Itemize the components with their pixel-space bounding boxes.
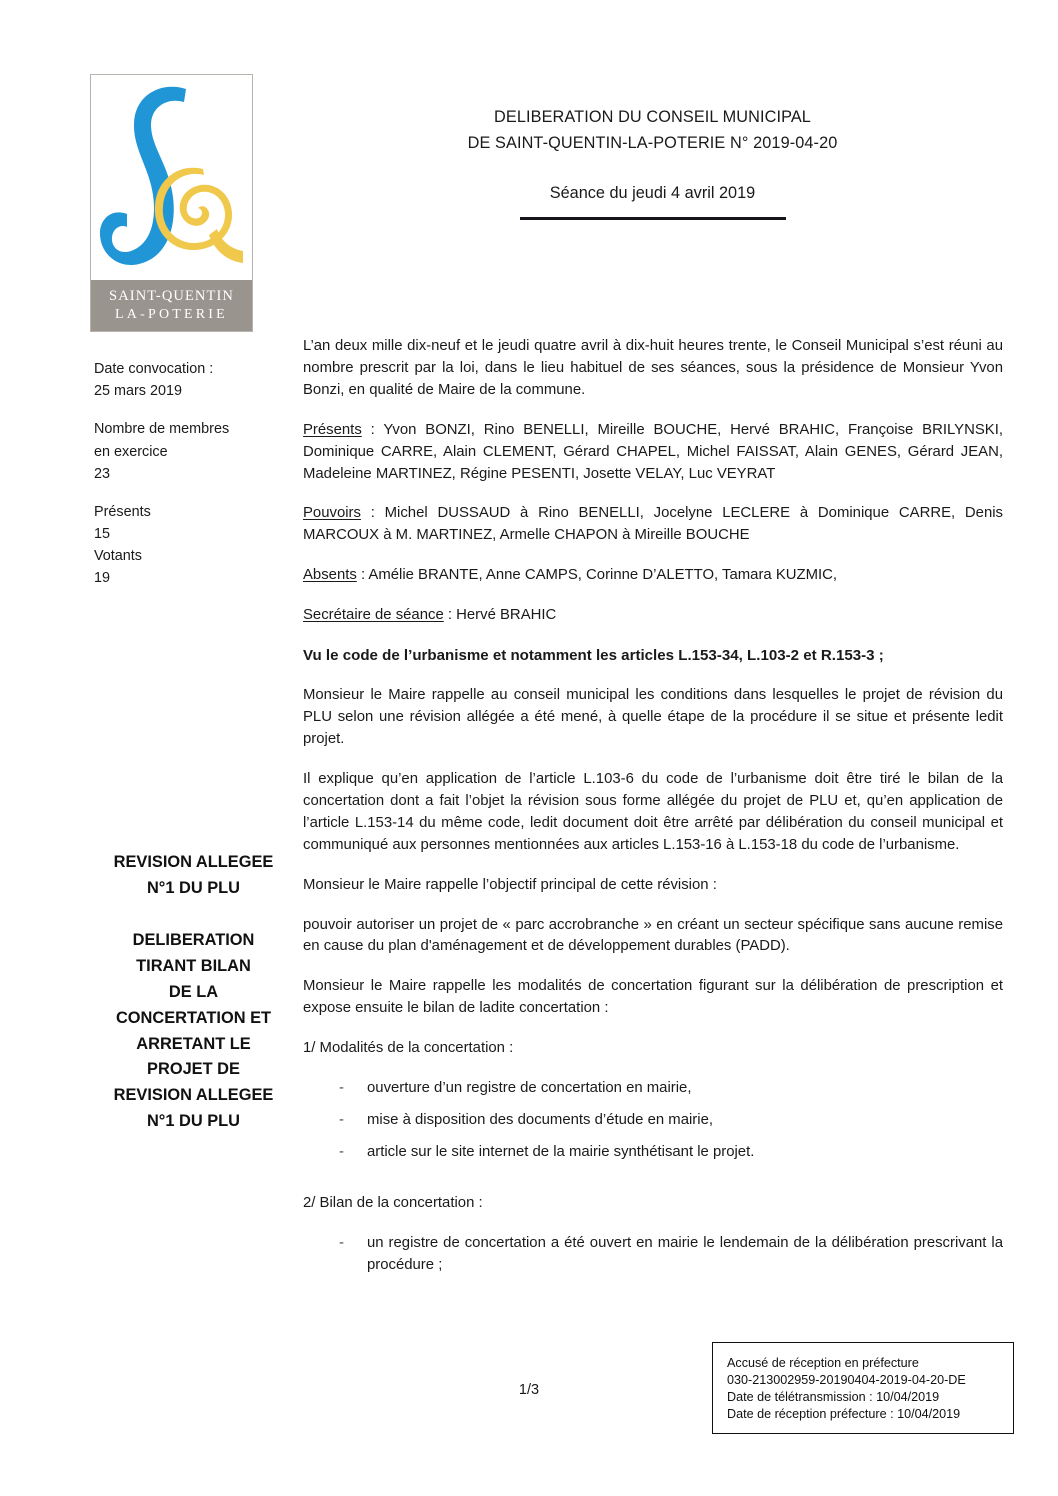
para-pouvoirs [303, 503, 1003, 547]
para-rappelle-conditions: Monsieur le Maire rappelle au conseil municipal les conditions dans lesquelles le projet de révision du PLU selon une révision allégée a été mené, à quelle étape de la procédure il se situe et présente ledit projet. [303, 687, 1003, 748]
secretaire-label: Secrétaire de séance [303, 607, 444, 624]
dash-bullet-icon: - [339, 1143, 344, 1160]
subject-b2-line8: N°1 DU PLU [146, 1112, 241, 1131]
list-item-text: ouverture d’un registre de concertation en mairie, [367, 1080, 692, 1097]
pouvoirs-text: : Michel DUSSAUD à Rino BENELLI, Jocelyne LECLERE à Dominique CARRE, Denis MARCOUX à M. MARTINEZ, Armelle CHAPON à Mireille BOUCHE [303, 505, 1003, 544]
subject-b2-line2: TIRANT BILAN [136, 956, 251, 975]
meta-convocation [94, 358, 299, 402]
section-2-list [303, 1233, 1003, 1277]
list-item [303, 1110, 1003, 1132]
list-item [303, 1233, 1003, 1277]
stamp-line-1: Accusé de réception en préfecture [727, 1356, 919, 1370]
para-explique-article: Il explique qu’en application de l’article L.103-6 du code de l’urbanisme doit être tiré le bilan de la concertation dont a fait l’objet la révision sous forme allégée du projet de PLU et, qu’en application de l’article L.153-14 du même code, ledit document doit être arrêté par délibération du conseil municipal et communiqué aux personnes mentionnées aux articles L.153-16 à L.153-18 du code de l’urbanisme. [303, 770, 1003, 853]
header-divider [520, 217, 786, 220]
subject-b2-line7: REVISION ALLEGEE [113, 1086, 274, 1105]
prefecture-receipt-stamp [712, 1342, 1014, 1434]
meta-members-label-2: en exercice [94, 443, 168, 460]
subject-b2-line4: CONCERTATION ET [115, 1008, 272, 1027]
page-number: 1/3 [518, 1382, 540, 1398]
stamp-line-4: Date de réception préfecture : 10/04/2019 [727, 1406, 961, 1421]
logo-yellow-q-tail [209, 229, 243, 263]
subject-b2-line6: PROJET DE [147, 1060, 240, 1079]
meta-convocation-date: 25 mars 2019 [94, 383, 182, 400]
section-1-list [303, 1078, 1003, 1163]
presents-text: : Yvon BONZI, Rino BENELLI, Mireille BOUCHE, Hervé BRAHIC, Françoise BRILYNSKI, Dominique CARRE, Alain CLEMENT, Gérard CHAPEL, Michel FAISSAT, Alain GENES, Gérard JEAN, Madeleine MARTINEZ, Régine PESENTI, Josette VELAY, Luc VEYRAT [303, 421, 1003, 482]
para-secretaire [303, 605, 1003, 627]
presents-label: Présents [303, 421, 362, 438]
meta-votants-count: 19 [94, 570, 111, 587]
stamp-line-2: 030-213002959-20190404-2019-04-20-DE [727, 1372, 966, 1387]
section-2-title: 2/ Bilan de la concertation : [303, 1195, 483, 1212]
meta-convocation-label: Date convocation : [94, 361, 214, 377]
deliberation-subject-sidebar [86, 850, 301, 1135]
header-title-line2: DE SAINT-QUENTIN-LA-POTERIE N° 2019-04-20 [467, 134, 838, 153]
logo-artwork [91, 75, 252, 280]
meta-presents-label: Présents [94, 503, 151, 520]
para-opening: L’an deux mille dix-neuf et le jeudi quatre avril à dix-huit heures trente, le Conseil Municipal s’est réuni au nombre prescrit par la loi, dans le lieu habituel de ses séances, sous la présidence de Monsieur Yvon Bonzi, en qualité de Maire de la commune. [303, 338, 1003, 398]
heading-vu-code-urbanisme: Vu le code de l’urbanisme et notamment les articles L.153-34, L.103-2 et R.153-3 ; [303, 647, 884, 665]
list-item [303, 1142, 1003, 1164]
subject-b2-line3: DE LA [168, 982, 219, 1001]
meta-presents-count: 15 [94, 526, 111, 543]
header-seance: Séance du jeudi 4 avril 2019 [549, 184, 756, 202]
logo-name-line2: LA-POTERIE [115, 306, 228, 322]
subject-b1-line2: N°1 DU PLU [146, 878, 241, 897]
para-modalites-intro: Monsieur le Maire rappelle les modalités de concertation figurant sur la délibération de prescription et expose ensuite le bilan de ladite concertation : [303, 978, 1003, 1017]
meta-members-label-1: Nombre de membres [94, 421, 230, 438]
meta-members-count: 23 [94, 465, 111, 482]
document-body [303, 336, 1003, 1287]
meta-members [94, 418, 299, 485]
subject-b2-line1: DELIBERATION [132, 930, 255, 949]
list-item-text: un registre de concertation a été ouvert en mairie le lendemain de la délibération prescrivant la procédure ; [367, 1235, 1003, 1273]
subject-b2-line5: ARRETANT LE [136, 1034, 251, 1053]
absents-label: Absents [303, 567, 357, 584]
meta-attendance [94, 501, 299, 590]
para-presents [303, 420, 1003, 486]
subject-block-1 [86, 850, 301, 902]
dash-bullet-icon: - [339, 1080, 344, 1097]
list-item-text: mise à disposition des documents d’étude en mairie, [367, 1111, 713, 1128]
logo-name-banner [91, 280, 252, 331]
subject-block-2 [86, 928, 301, 1135]
subject-b1-line1: REVISION ALLEGEE [113, 853, 274, 871]
para-objectif-intro: Monsieur le Maire rappelle l’objectif principal de cette révision : [303, 876, 717, 893]
logo-name-line1: SAINT-QUENTIN [109, 287, 234, 304]
secretaire-text: : Hervé BRAHIC [443, 607, 557, 624]
meta-sidebar [94, 358, 299, 590]
list-item-text: article sur le site internet de la mairie synthétisant le projet. [367, 1143, 755, 1160]
header-title-line1: DELIBERATION DU CONSEIL MUNICIPAL [494, 108, 811, 126]
pouvoirs-label: Pouvoirs [303, 505, 361, 522]
para-objectif-detail: pouvoir autoriser un projet de « parc accrobranche » en créant un secteur spécifique sans aucune remise en cause du plan d'aménagement et de développement durables (PADD). [303, 916, 1003, 955]
absents-text: : Amélie BRANTE, Anne CAMPS, Corinne D’ALETTO, Tamara KUZMIC, [356, 567, 838, 584]
list-item [303, 1078, 1003, 1100]
dash-bullet-icon: - [339, 1111, 344, 1128]
meta-votants-label: Votants [94, 548, 143, 565]
commune-logo [90, 74, 253, 332]
section-1-title: 1/ Modalités de la concertation : [303, 1040, 514, 1057]
stamp-line-3: Date de télétransmission : 10/04/2019 [727, 1389, 940, 1404]
para-absents [303, 565, 1003, 587]
document-header [300, 104, 1005, 157]
dash-bullet-icon: - [339, 1235, 344, 1252]
